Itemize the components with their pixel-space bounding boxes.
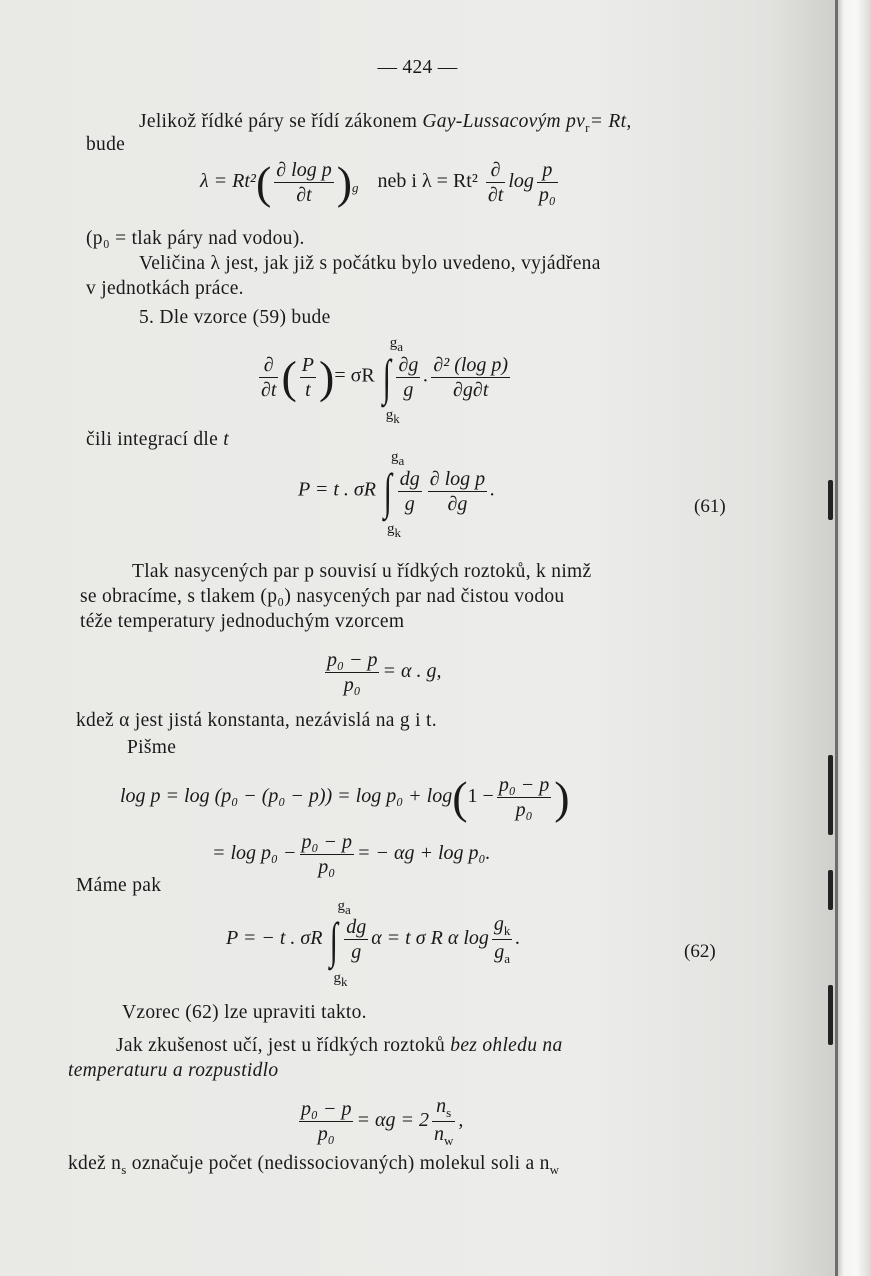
upper-limit: $g_a$ [337,897,351,917]
paragraph-7-line-1: Jak zkušenost učí, jest u řídkých roztoků bez ohledu na [116,1035,563,1056]
edge-mark [828,985,833,1045]
eq-mid: neb i λ = Rt² [377,170,478,193]
paragraph-1-line-2: bude [86,134,126,155]
equation-partial-pressure: $\frac{\partial}{\partial t}$ ( $\frac{P}{t}$ )= σR $g_a$ ∫ $g_k$ $\frac{\partial g}{g}$ . $\frac{\text{∂² (log p)}}{\partial g\partial t}$ [261,335,509,426]
equation-ratio: $\frac{\text{p₀ − p}}{\text{p₀}}$ = αg = 2 $\frac{n_s}{n_w}$ , [301,1095,464,1148]
edge-mark [828,480,833,520]
cili-line: čili integrací dle t [86,429,229,450]
note-line: (p₀ = tlak páry nad vodou). [86,228,305,249]
gas-law-formula: $pv_r= Rt$, [566,111,632,135]
page-edge [835,0,871,1276]
pisme-line: Pišme [127,737,177,758]
equation-number-62: (62) [684,941,716,962]
text: Jelikož řídké páry se řídí zákonem [139,111,418,132]
paragraph-2-line-2: v jednotkách práce. [86,278,244,299]
page-number: — 424 — [377,57,458,78]
paragraph-3-line-1: 5. Dle vzorce (59) bude [139,307,331,328]
equation-61: P = t . σR $g_a$ ∫ $g_k$ $\frac{dg}{g}$ $\frac{\text{∂ log p}}{\partial g}$ . [298,449,496,540]
edge-mark [828,755,833,835]
paragraph-4-line-2: se obracíme, s tlakem (p₀) nasycených par nad čistou vodou [80,586,565,607]
equation-alpha: $\frac{\text{p₀ − p}}{\text{p₀}}$ = α . g, [327,649,442,696]
paragraph-5: kdež α jest jistá konstanta, nezávislá na g i t. [76,710,437,731]
paragraph-7-line-2: temperaturu a rozpustidlo [68,1060,279,1081]
paragraph-1-line-1 [139,112,632,134]
equation-number-61: (61) [694,496,726,517]
last-line: kdež $n_s$ označuje počet (nedissociovaných) molekul soli a $n_w$ [68,1153,560,1177]
upper-limit: $g_a$ [391,449,405,468]
gay-lussac-term: Gay-Lussacovým [422,111,561,132]
upper-limit: $g_a$ [389,335,404,354]
lower-limit: $g_k$ [333,969,348,989]
paragraph-2-line-1: Veličina λ jest, jak již s počátku bylo uvedeno, vyjádřena [139,253,601,274]
mame-line: Máme pak [76,875,162,896]
eq-lhs: λ = Rt² [200,170,256,193]
equation-62: P = − t . σR $g_a$ ∫ $g_k$ $\frac{dg}{g}$ α = t σ R α log $\frac{g_k}{g_a}$ . [226,897,521,989]
equation-log-expansion: log p = log (p₀ − (p₀ − p)) = log p₀ + log(1 − $\frac{\text{p₀ − p}}{\text{p₀}}$ ) [120,771,570,823]
lower-limit: $g_k$ [387,521,401,540]
paragraph-6: Vzorec (62) lze upraviti takto. [122,1002,367,1023]
lower-limit: $g_k$ [385,407,400,426]
paragraph-4-line-3: téže temperatury jednoduchým vzorcem [80,611,405,632]
equation-log-simplified: = log p₀ − $\frac{\text{p₀ − p}}{\text{p₀}}$ = − αg + log p₀. [212,831,491,878]
paragraph-4-line-1: Tlak nasycených par p souvisí u řídkých roztoků, k nimž [132,561,592,582]
edge-mark [828,870,833,910]
equation-lambda: λ = Rt²( $\frac{\text{∂ log p}}{\partial t}$ )$_g$ neb i λ = Rt² $\frac{\partial}{\partial t}$ log $\frac{p}{\text{p₀}}$ [200,156,556,208]
